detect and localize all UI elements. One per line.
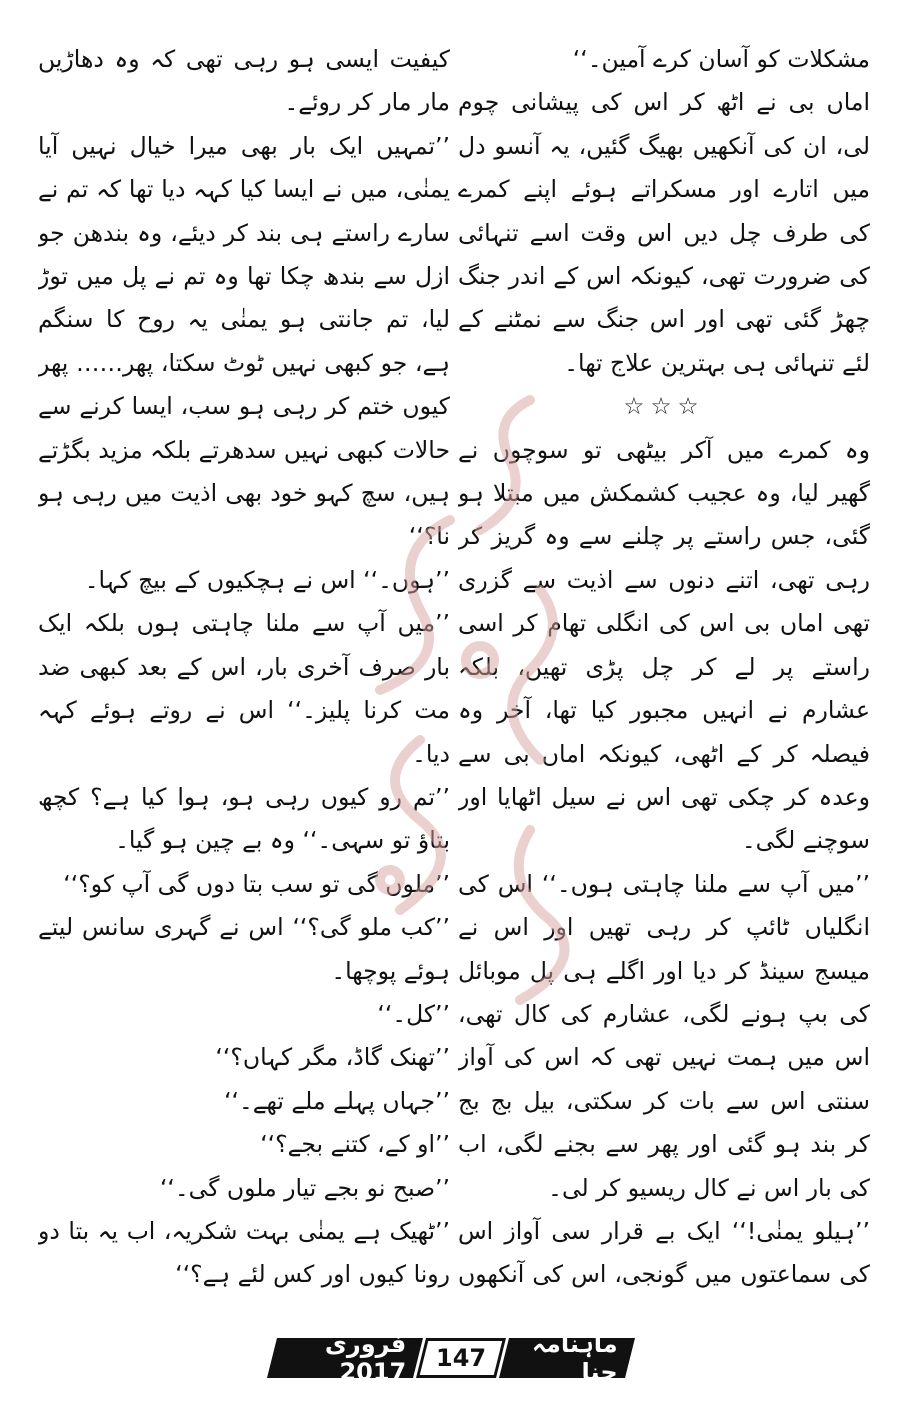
paragraph: ’’تم رو کیوں رہی ہو، ہوا کیا ہے؟ کچھ بتاؤ تو سہی۔‘‘ وہ بے چین ہو گیا۔ bbox=[38, 782, 450, 855]
paragraph: مشکلات کو آسان کرے آمین۔‘‘ bbox=[572, 45, 870, 73]
paragraph: ’’میں آپ سے ملنا چاہتی ہوں بلکہ ایک بار صرف آخری بار، اس کے بعد کبھی ضد مت کرنا پلیز۔‘‘ اس نے روتے ہوئے کہہ دیا۔ bbox=[38, 609, 450, 768]
paragraph: ’’او کے، کتنے بجے؟‘‘ bbox=[260, 1130, 450, 1159]
page-number: 147 bbox=[416, 1338, 506, 1378]
paragraph: ’’کل۔‘‘ bbox=[377, 999, 450, 1028]
paragraph: وہ کمرے میں آکر بیٹھی تو سوچوں نے گھیر لیا، وہ عجیب کشمکش میں مبتلا ہو گئی، جس راستے پر چلنے سے وہ گریز کر رہی تھی، اتنے دنوں سے اذیت سے گزری تھی اماں بی اس کی انگلی تھام کر اسی راستے پر لے کر چل پڑی تھیں، بلکہ عشارم نے انہیں مجبور کیا تھا، آخر وہ فیصلہ کر کے اٹھی، کیونکہ اماں بی سے وعدہ کر چکی تھی اس نے سیل اٹھایا اور سوچنے لگی۔ bbox=[458, 435, 870, 855]
right-text-column bbox=[458, 38, 870, 1288]
paragraph: ’’تمہیں ایک بار بھی میرا خیال نہیں آیا یمنٰی، میں نے ایسا کیا کہہ دیا تھا کہ تم نے سارے راستے ہی بند کر دیئے، وہ بندھن جو ازل سے بندھ چکا تھا وہ تم نے پل میں توڑ لیا، تم جانتی ہو یمنٰی یہ روح کا سنگم ہے، جو کبھی نہیں ٹوٹ سکتا، پھر…… پھر کیوں ختم کر رہی ہو سب، ایسا کرنے سے حالات کبھی نہیں سدھرتے بلکہ مزید بگڑتے ہیں، سچ کہو خود بھی اذیت میں رہی ہو نا؟‘‘ bbox=[38, 131, 450, 551]
page-footer bbox=[272, 1330, 630, 1386]
issue-month-year: فروری 2017 bbox=[267, 1338, 423, 1378]
magazine-title: ماہنامہ حنا bbox=[499, 1338, 635, 1378]
paragraph: کیفیت ایسی ہو رہی تھی کہ وہ دھاڑیں مار مار کر روئے۔ bbox=[38, 45, 450, 117]
paragraph: ’’ٹھیک ہے یمنٰی بہت شکریہ، اب یہ بتا دو رونا کیوں اور کس لئے ہے؟‘‘ bbox=[38, 1216, 450, 1288]
paragraph: ’’جہاں پہلے ملے تھے۔‘‘ bbox=[224, 1086, 450, 1115]
paragraph: ’’ہیلو یمنٰی!‘‘ ایک بے قرار سی آواز اس کی سماعتوں میں گونجی، اس کی آنکھوں bbox=[458, 1216, 870, 1288]
section-divider-stars: ☆☆☆ bbox=[623, 392, 705, 421]
paragraph: ’’ملوں گی تو سب بتا دوں گی آپ کو؟‘‘ bbox=[63, 869, 450, 898]
paragraph: اماں بی نے اٹھ کر اس کی پیشانی چوم لی، ان کی آنکھیں بھیگ گئیں، یہ آنسو دل میں اتارے اور مسکراتے ہوئے اپنے کمرے کی طرف چل دیں اس وقت اسے تنہائی کی ضرورت تھی، کیونکہ اس کے اندر جنگ چھڑ گئی تھی اور اس جنگ سے نمٹنے کے لئے تنہائی ہی بہترین علاج تھا۔ bbox=[458, 88, 870, 377]
paragraph: ’’صبح نو بجے تیار ملوں گی۔‘‘ bbox=[159, 1173, 450, 1202]
paragraph: ’’ہوں۔‘‘ اس نے ہچکیوں کے بیچ کہا۔ bbox=[84, 565, 450, 594]
left-text-column bbox=[38, 38, 450, 1288]
paragraph: ’’تھنک گاڈ، مگر کہاں؟‘‘ bbox=[215, 1043, 450, 1072]
paragraph: ’’کب ملو گی؟‘‘ اس نے گہری سانس لیتے ہوئے پوچھا۔ bbox=[38, 913, 450, 985]
paragraph: ’’میں آپ سے ملنا چاہتی ہوں۔‘‘ اس کی انگلیاں ٹائپ کر رہی تھیں اور اس نے میسج سینڈ کر دیا اور اگلے ہی پل موبائل کی بپ ہونے لگی، عشارم کی کال تھی، اس میں ہمت نہیں تھی کہ اس کی آواز سنتی اس سے بات کر سکتی، بیل بج بج کر بند ہو گئی اور پھر سے بجنے لگی، اب کی بار اس نے کال ریسیو کر لی۔ bbox=[458, 869, 870, 1202]
